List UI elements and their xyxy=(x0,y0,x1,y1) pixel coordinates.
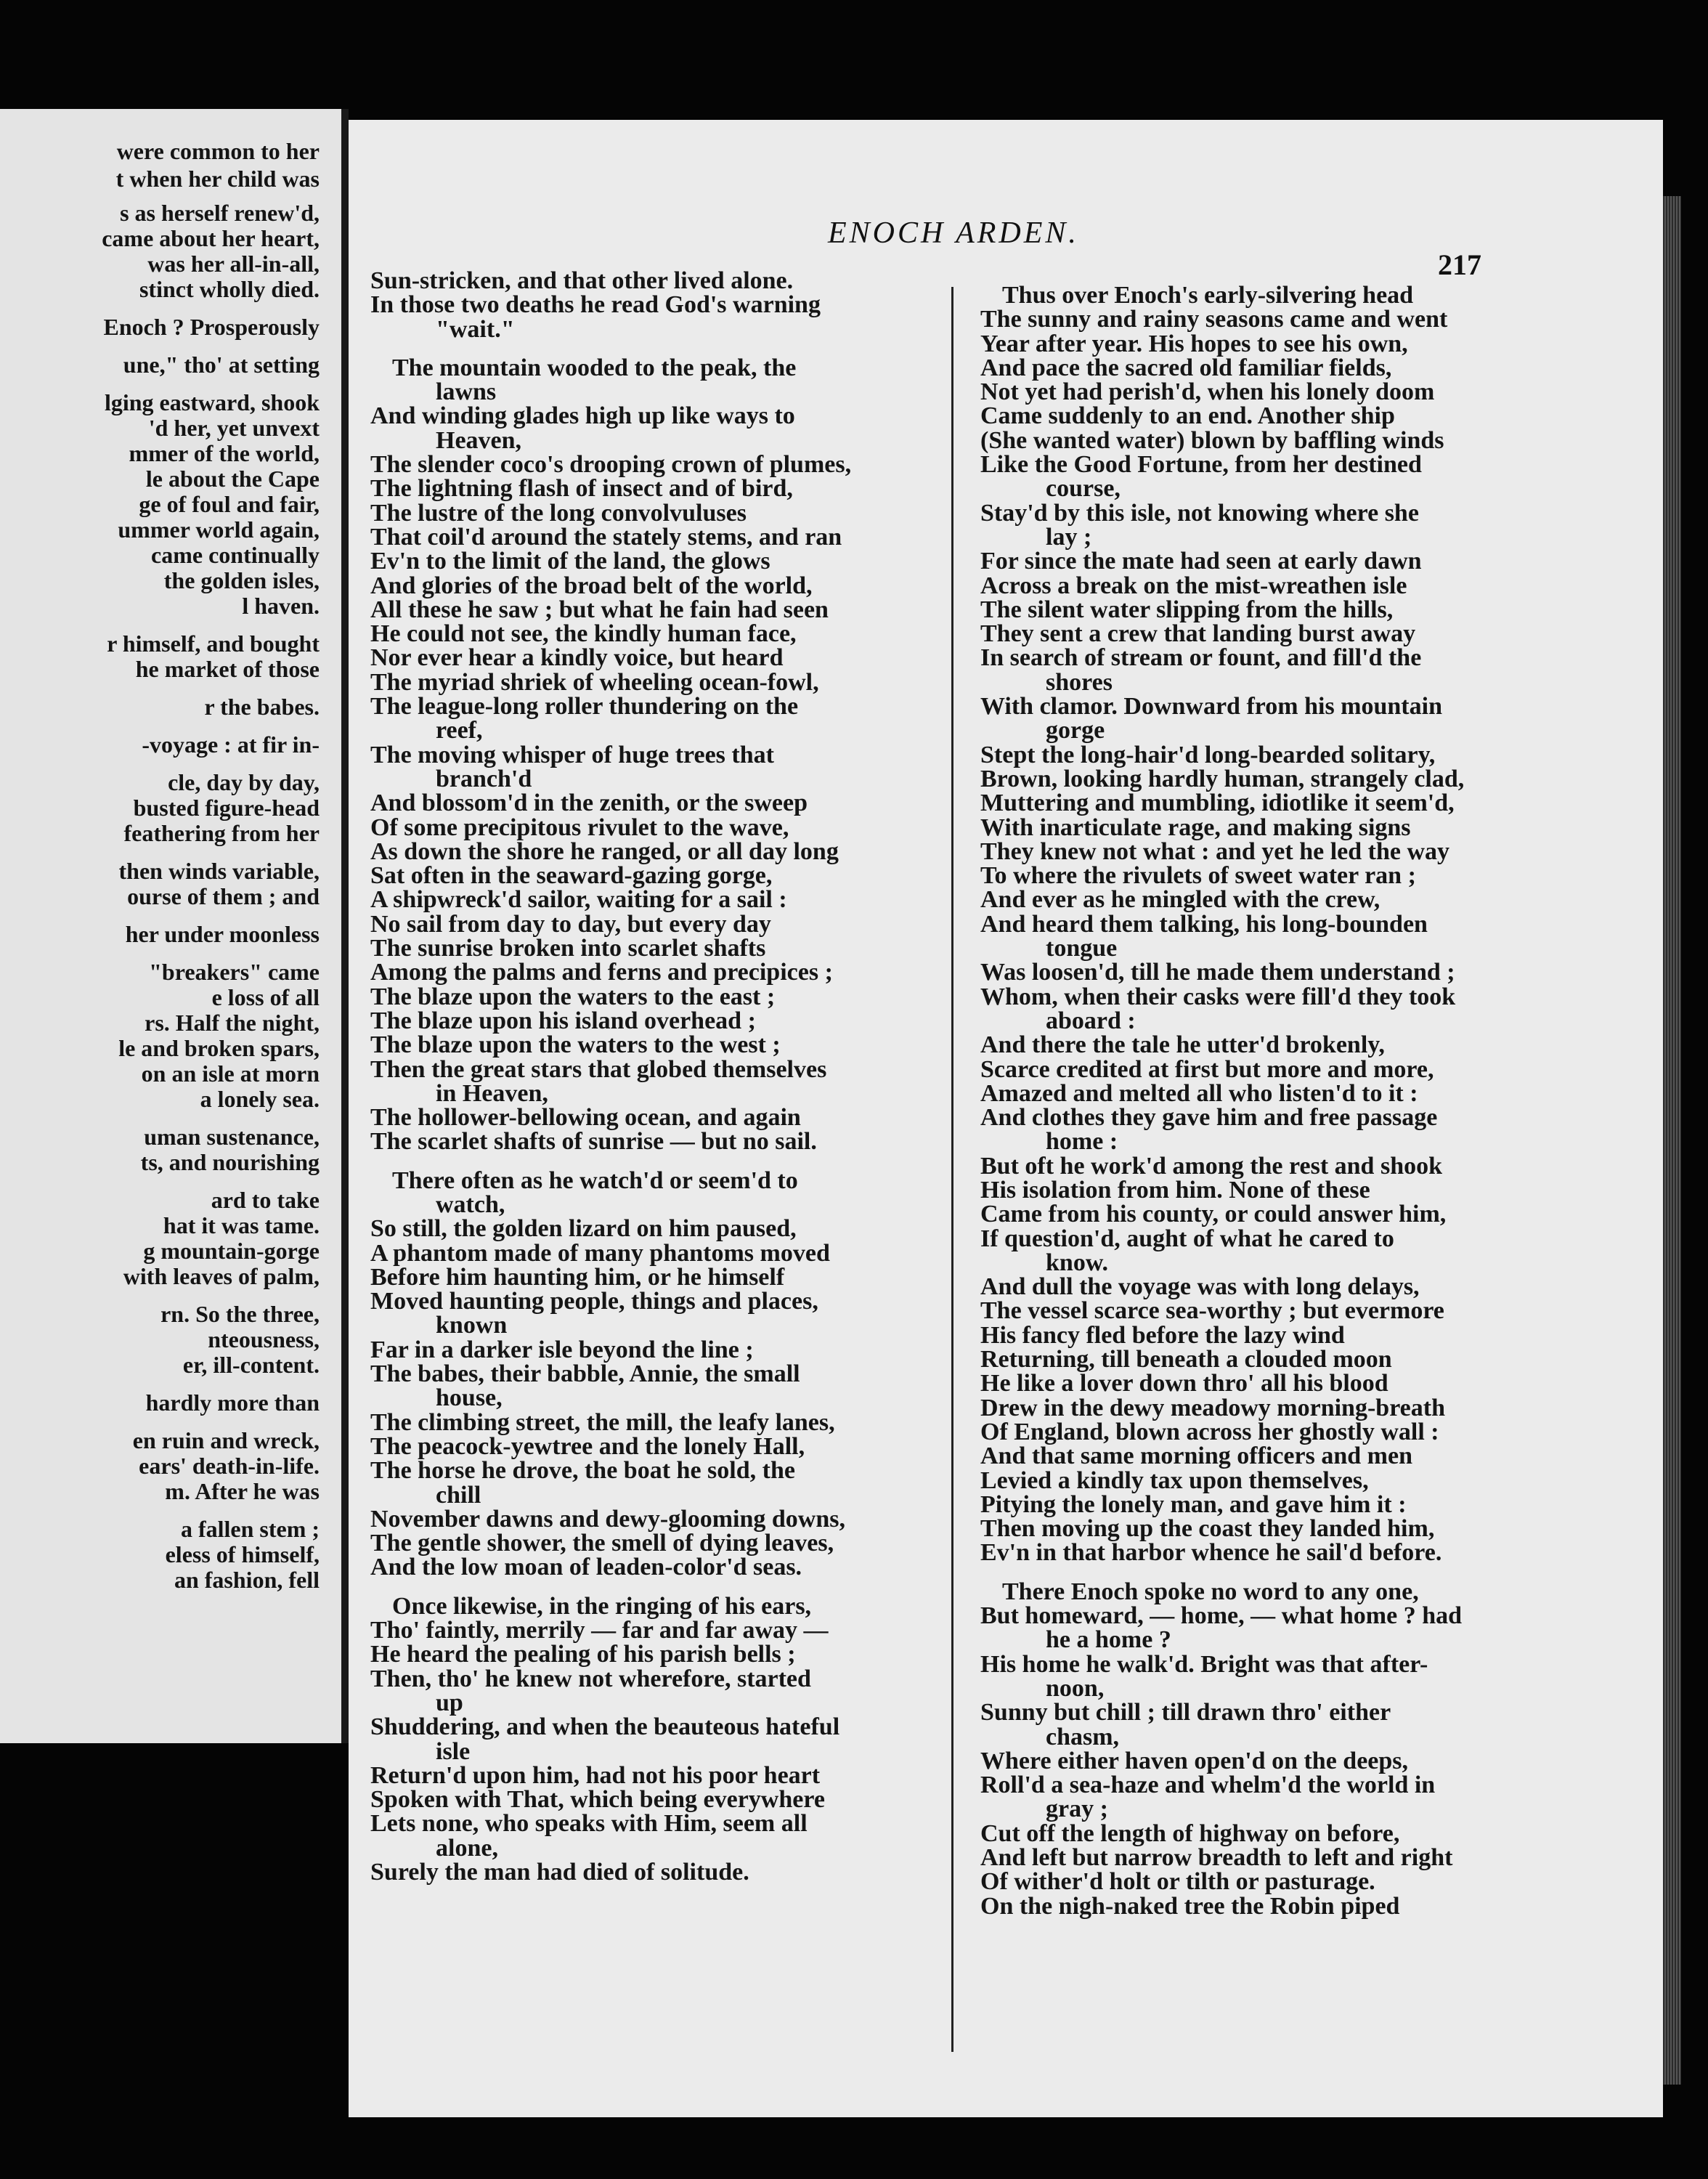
poem-line: home : xyxy=(1046,1128,1118,1156)
poem-line: He like a lover down thro' all his blood xyxy=(980,1370,1388,1397)
left-page-line: the golden isles, xyxy=(163,567,320,593)
left-page-line: he market of those xyxy=(135,656,320,682)
poem-line: The gentle shower, the smell of dying leaves, xyxy=(370,1530,834,1557)
left-page-line: er, ill-content. xyxy=(182,1352,320,1378)
poem-line: Where either haven open'd on the deeps, xyxy=(980,1747,1409,1774)
poem-line: Stept the long-hair'd long-bearded solitary, xyxy=(980,741,1436,768)
poem-line: noon, xyxy=(1046,1674,1105,1702)
poem-line: Of England, blown across her ghostly wall : xyxy=(980,1418,1439,1445)
left-page-line: her under moonless xyxy=(125,921,320,947)
stanza-break xyxy=(370,1154,937,1169)
poem-line: All these he saw ; but what he fain had seen xyxy=(370,596,829,623)
poem-line: With inarticulate rage, and making signs xyxy=(980,813,1411,841)
left-page-line: "breakers" came xyxy=(149,959,320,985)
poem-line: Whom, when their casks were fill'd they took xyxy=(980,983,1456,1010)
left-page-line: stinct wholly died. xyxy=(139,276,320,302)
poem-line: As down the shore he ranged, or all day long xyxy=(370,837,839,865)
left-page-line: s as herself renew'd, xyxy=(120,200,320,226)
poem-line: So still, the golden lizard on him paused, xyxy=(370,1215,797,1243)
poem-line: Like the Good Fortune, from her destined xyxy=(980,451,1422,479)
poem-line: Once likewise, in the ringing of his ears, xyxy=(392,1592,812,1620)
poem-line: He could not see, the kindly human face, xyxy=(370,620,797,648)
poem-line: chasm, xyxy=(1046,1723,1120,1750)
poem-column-right xyxy=(980,283,1547,1918)
left-page-line: rs. Half the night, xyxy=(145,1010,320,1036)
poem-line: That coil'd around the stately stems, and ran xyxy=(370,523,842,551)
poem-line: Levied a kindly tax upon themselves, xyxy=(980,1466,1369,1494)
left-page-line: mmer of the world, xyxy=(129,440,320,466)
poem-line: up xyxy=(436,1689,463,1716)
poem-line: His fancy fled before the lazy wind xyxy=(980,1321,1345,1349)
poem-line: Far in a darker isle beyond the line ; xyxy=(370,1336,754,1363)
poem-line: His isolation from him. None of these xyxy=(980,1176,1370,1204)
poem-line: Then, tho' he knew not wherefore, started xyxy=(370,1665,811,1692)
stanza-break xyxy=(370,341,937,356)
left-page-line: en ruin and wreck, xyxy=(132,1427,320,1453)
poem-line: Came from his county, or could answer him, xyxy=(980,1201,1447,1228)
poem-line: And blossom'd in the zenith, or the sweep xyxy=(370,790,808,817)
poem-line: tongue xyxy=(1046,935,1118,962)
poem-line: And pace the sacred old familiar fields, xyxy=(980,354,1392,381)
left-page-line: a lonely sea. xyxy=(200,1086,320,1112)
poem-line: The moving whisper of huge trees that xyxy=(370,741,774,768)
left-page-line: lging eastward, shook xyxy=(104,389,320,415)
poem-line: And left but narrow breadth to left and right xyxy=(980,1844,1453,1871)
poem-line: And ever as he mingled with the crew, xyxy=(980,886,1380,914)
stanza-break xyxy=(370,1580,937,1594)
left-page-line: on an isle at morn xyxy=(141,1060,320,1087)
left-page-line: uman sustenance, xyxy=(144,1124,320,1150)
poem-line: The sunny and rainy seasons came and went xyxy=(980,306,1448,333)
poem-line: Cut off the length of highway on before, xyxy=(980,1819,1400,1847)
poem-line: The blaze upon the waters to the east ; xyxy=(370,983,776,1010)
poem-line: "wait." xyxy=(436,315,515,343)
running-header: ENOCH ARDEN. xyxy=(828,216,1079,250)
page-edges xyxy=(1663,196,1681,2085)
page-number: 217 xyxy=(1438,248,1481,281)
poem-line: With clamor. Downward from his mountain xyxy=(980,693,1442,721)
poem-line: A shipwreck'd sailor, waiting for a sail : xyxy=(370,886,787,914)
poem-line: Pitying the lonely man, and gave him it : xyxy=(980,1490,1407,1518)
poem-column-left xyxy=(370,269,937,1884)
poem-line: course, xyxy=(1046,475,1121,503)
left-page-line: hardly more than xyxy=(145,1389,320,1416)
poem-line: Across a break on the mist-wreathen isle xyxy=(980,572,1407,599)
poem-line: The slender coco's drooping crown of plumes, xyxy=(370,451,852,479)
left-page-line: was her all-in-all, xyxy=(147,251,320,277)
left-page-line: eless of himself, xyxy=(165,1541,320,1567)
poem-line: Not yet had perish'd, when his lonely doom xyxy=(980,378,1435,406)
left-page-line: then winds variable, xyxy=(118,858,320,884)
left-page-line: le and broken spars, xyxy=(118,1035,320,1061)
poem-line: His home he walk'd. Bright was that after- xyxy=(980,1650,1428,1678)
left-page-line: rn. So the three, xyxy=(160,1301,320,1327)
left-page-line: t when her child was xyxy=(115,166,320,192)
poem-line: Amazed and melted all who listen'd to it : xyxy=(980,1079,1418,1107)
poem-line: Sun-stricken, and that other lived alone. xyxy=(370,267,794,294)
poem-line: watch, xyxy=(436,1190,505,1218)
poem-line: Lets none, who speaks with Him, seem all xyxy=(370,1810,808,1838)
poem-line: Brown, looking hardly human, strangely clad, xyxy=(980,765,1465,792)
left-page-line: ge of foul and fair, xyxy=(139,491,320,517)
left-page-line: g mountain-gorge xyxy=(143,1238,320,1264)
poem-line: Nor ever hear a kindly voice, but heard xyxy=(370,644,784,672)
poem-line: chill xyxy=(436,1481,481,1509)
poem-line: he a home ? xyxy=(1046,1626,1171,1654)
poem-line: The blaze upon the waters to the west ; xyxy=(370,1031,781,1059)
left-page-line: le about the Cape xyxy=(145,466,320,492)
poem-line: And the low moan of leaden-color'd seas. xyxy=(370,1554,802,1581)
poem-line: They sent a crew that landing burst away xyxy=(980,620,1416,648)
poem-line: Then moving up the coast they landed him, xyxy=(980,1515,1435,1543)
poem-line: Was loosen'd, till he made them understand ; xyxy=(980,959,1455,986)
poem-line: The peacock-yewtree and the lonely Hall, xyxy=(370,1432,805,1460)
poem-line: Scarce credited at first but more and more, xyxy=(980,1055,1434,1083)
column-divider xyxy=(951,287,953,2052)
poem-line: There Enoch spoke no word to any one, xyxy=(1002,1578,1419,1605)
poem-line: Sunny but chill ; till drawn thro' either xyxy=(980,1699,1391,1726)
poem-line: And dull the voyage was with long delays, xyxy=(980,1273,1420,1301)
book-page-217 xyxy=(349,120,1663,2117)
poem-line: in Heaven, xyxy=(436,1079,548,1107)
poem-line: Of some precipitous rivulet to the wave, xyxy=(370,813,789,841)
poem-line: And heard them talking, his long-bounden xyxy=(980,910,1428,938)
poem-line: There often as he watch'd or seem'd to xyxy=(392,1166,798,1194)
poem-line: Roll'd a sea-haze and whelm'd the world in xyxy=(980,1772,1436,1799)
poem-line: Of wither'd holt or tilth or pasturage. xyxy=(980,1868,1375,1896)
poem-line: If question'd, aught of what he cared to xyxy=(980,1225,1394,1252)
poem-line: Came suddenly to an end. Another ship xyxy=(980,402,1395,430)
poem-line: branch'd xyxy=(436,765,532,792)
left-page-line: an fashion, fell xyxy=(174,1567,320,1593)
poem-line: And clothes they gave him and free passage xyxy=(980,1104,1438,1132)
poem-line: (She wanted water) blown by baffling winds xyxy=(980,426,1444,454)
left-page-line: 'd her, yet unvext xyxy=(148,415,320,441)
poem-line: Surely the man had died of solitude. xyxy=(370,1859,749,1886)
poem-line: aboard : xyxy=(1046,1007,1136,1034)
poem-line: Among the palms and ferns and precipices ; xyxy=(370,959,833,986)
poem-line: For since the mate had seen at early dawn xyxy=(980,548,1422,575)
poem-line: Ev'n in that harbor whence he sail'd before. xyxy=(980,1539,1442,1567)
poem-line: The babes, their babble, Annie, the small xyxy=(370,1360,800,1388)
poem-line: Shuddering, and when the beauteous hateful xyxy=(370,1713,840,1741)
poem-line: Tho' faintly, merrily — far and far away — xyxy=(370,1617,829,1644)
poem-line: Before him haunting him, or he himself xyxy=(370,1263,785,1291)
poem-line: Muttering and mumbling, idiotlike it seem'd, xyxy=(980,790,1455,817)
poem-line: But oft he work'd among the rest and shook xyxy=(980,1152,1443,1180)
left-page-line: ts, and nourishing xyxy=(140,1149,320,1175)
stanza-break xyxy=(980,1565,1547,1580)
poem-line: And there the tale he utter'd brokenly, xyxy=(980,1031,1385,1059)
left-page-line: r the babes. xyxy=(204,694,320,720)
poem-line: The hollower-bellowing ocean, and again xyxy=(370,1104,801,1132)
poem-line: gray ; xyxy=(1046,1795,1108,1823)
poem-line: know. xyxy=(1046,1249,1108,1276)
poem-line: Sat often in the seaward-gazing gorge, xyxy=(370,862,773,890)
left-page-line: ears' death-in-life. xyxy=(139,1453,320,1479)
poem-line: Drew in the dewy meadowy morning-breath xyxy=(980,1394,1445,1421)
left-page-line: a fallen stem ; xyxy=(180,1516,320,1542)
poem-line: Stay'd by this isle, not knowing where she xyxy=(980,499,1419,527)
poem-line: reef, xyxy=(436,717,483,744)
poem-line: The silent water slipping from the hills, xyxy=(980,596,1394,623)
poem-line: They knew not what : and yet he led the way xyxy=(980,837,1450,865)
poem-line: The lightning flash of insect and of bird, xyxy=(370,475,793,503)
poem-line: Thus over Enoch's early-silvering head xyxy=(1002,282,1414,309)
poem-line: house, xyxy=(436,1384,503,1412)
left-page-line: busted figure-head xyxy=(133,795,320,821)
poem-line: The scarlet shafts of sunrise — but no sail. xyxy=(370,1128,817,1156)
poem-line: The sunrise broken into scarlet shafts xyxy=(370,935,766,962)
left-page-line: -voyage : at fir in- xyxy=(142,731,320,758)
left-page-line: came about her heart, xyxy=(102,225,320,251)
poem-line: lawns xyxy=(436,378,497,406)
poem-line: Spoken with That, which being everywhere xyxy=(370,1786,825,1814)
poem-line: lay ; xyxy=(1046,523,1092,551)
poem-line: Year after year. His hopes to see his own, xyxy=(980,330,1408,357)
poem-line: No sail from day to day, but every day xyxy=(370,910,771,938)
left-page-line: m. After he was xyxy=(165,1478,320,1504)
left-page-line: cle, day by day, xyxy=(168,769,320,795)
poem-line: To where the rivulets of sweet water ran ; xyxy=(980,862,1416,890)
poem-line: The league-long roller thundering on the xyxy=(370,693,799,721)
poem-line: The blaze upon his island overhead ; xyxy=(370,1007,756,1034)
poem-line: And that same morning officers and men xyxy=(980,1442,1412,1470)
left-page-line: Enoch ? Prosperously xyxy=(103,314,320,340)
poem-line: Ev'n to the limit of the land, the glows xyxy=(370,548,770,575)
poem-line: And winding glades high up like ways to xyxy=(370,402,795,430)
left-page-line: hat it was tame. xyxy=(163,1212,320,1238)
poem-line: The vessel scarce sea-worthy ; but evermore xyxy=(980,1297,1444,1325)
poem-line: isle xyxy=(436,1737,471,1765)
poem-line: Moved haunting people, things and places, xyxy=(370,1288,818,1315)
facing-page-left xyxy=(0,109,341,1743)
book-gutter xyxy=(341,109,349,1743)
left-page-line: l haven. xyxy=(242,593,320,619)
poem-line: gorge xyxy=(1046,717,1105,744)
poem-line: He heard the pealing of his parish bells ; xyxy=(370,1641,796,1668)
left-page-line: ourse of them ; and xyxy=(127,883,320,909)
poem-line: The myriad shriek of wheeling ocean-fowl, xyxy=(370,668,819,696)
poem-line: And glories of the broad belt of the world, xyxy=(370,572,813,599)
left-page-line: e loss of all xyxy=(211,984,320,1010)
poem-line: The horse he drove, the boat he sold, the xyxy=(370,1457,795,1485)
poem-line: Return'd upon him, had not his poor heart xyxy=(370,1761,821,1789)
poem-line: A phantom made of many phantoms moved xyxy=(370,1239,830,1267)
poem-line: The climbing street, the mill, the leafy lanes, xyxy=(370,1408,835,1436)
poem-line: alone, xyxy=(436,1834,498,1862)
poem-line: November dawns and dewy-glooming downs, xyxy=(370,1505,845,1533)
left-page-line: with leaves of palm, xyxy=(123,1263,320,1289)
poem-line: On the nigh-naked tree the Robin piped xyxy=(980,1892,1400,1920)
left-page-line: came continually xyxy=(151,542,320,568)
poem-line: In search of stream or fount, and fill'd the xyxy=(980,644,1422,672)
left-page-line: nteousness, xyxy=(208,1326,320,1352)
poem-line: shores xyxy=(1046,668,1113,696)
left-page-line: une," tho' at setting xyxy=(123,352,320,378)
poem-line: In those two deaths he read God's warning xyxy=(370,291,821,319)
poem-line: known xyxy=(436,1312,508,1339)
poem-line: The lustre of the long convolvuluses xyxy=(370,499,747,527)
poem-line: The mountain wooded to the peak, the xyxy=(392,354,797,381)
left-page-line: were common to her xyxy=(116,138,320,164)
left-page-line: ard to take xyxy=(211,1187,320,1213)
poem-line: But homeward, — home, — what home ? had xyxy=(980,1602,1463,1630)
left-page-line: r himself, and bought xyxy=(107,630,320,657)
poem-line: Heaven, xyxy=(436,426,522,454)
poem-line: Then the great stars that globed themselves xyxy=(370,1055,827,1083)
left-page-line: feathering from her xyxy=(123,820,320,846)
left-page-line: ummer world again, xyxy=(118,516,320,543)
poem-line: Returning, till beneath a clouded moon xyxy=(980,1346,1392,1373)
